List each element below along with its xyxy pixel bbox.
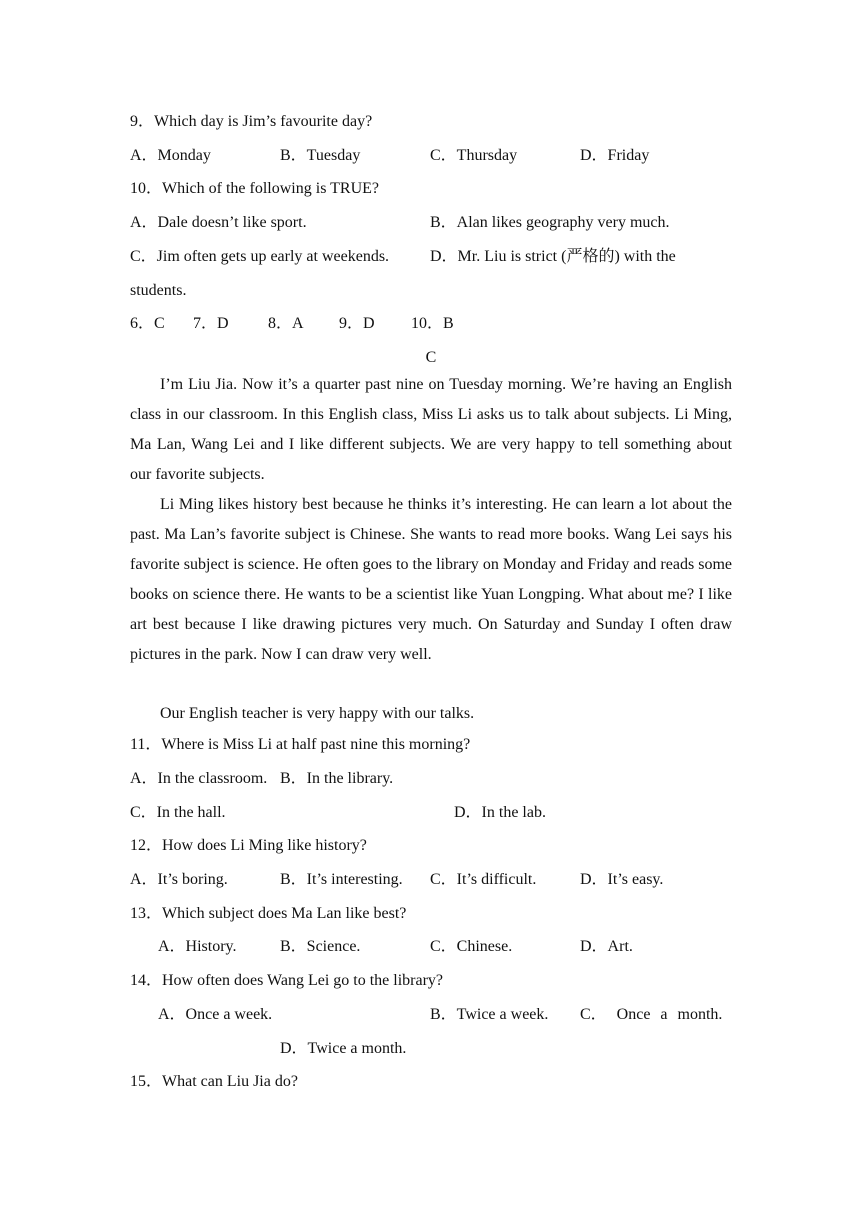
q9-option-b: B．Tuesday [280,147,361,164]
passage-paragraph-3: Our English teacher is very happy with our talks. [160,705,475,722]
q12-option-d: D．It’s easy. [580,871,664,888]
q9-option-d: D．Friday [580,147,650,164]
q12-option-b: B．It’s interesting. [280,871,403,888]
answer-6: 6．C [130,315,165,332]
question-11: 11．Where is Miss Li at half past nine this morning? [130,736,471,753]
answer-9: 9．D [339,315,375,332]
q14-option-d: D．Twice a month. [280,1040,407,1057]
question-15: 15．What can Liu Jia do? [130,1073,298,1090]
q13-option-d: D．Art. [580,938,633,955]
passage-paragraph-2: Li Ming likes history best because he thinks it’s interesting. He can learn a lot about the past. Ma Lan’s favorite subject is Chinese. She wants to read more books. Wang Lei says his favorite subject is science. He often goes to the library on Monday and Friday and reads some books on science there. He wants to be a scientist like Yuan Longping. What about me? I like art best because I like drawing pictures very much. On Saturday and Sunday I often draw pictures in the park. Now I can draw very well. [130,496,732,663]
answer-10: 10．B [411,315,454,332]
question-10: 10．Which of the following is TRUE? [130,180,380,197]
section-heading: C [425,349,437,366]
q13-option-c: C．Chinese. [430,938,513,955]
q9-option-c: C．Thursday [430,147,518,164]
q14-option-c: C． Once a month. [580,1006,723,1023]
q10-option-b: B．Alan likes geography very much. [430,214,670,231]
question-9: 9．Which day is Jim’s favourite day? [130,113,373,130]
passage-paragraph-1: I’m Liu Jia. Now it’s a quarter past nine on Tuesday morning. We’re having an English class in our classroom. In this English class, Miss Li asks us to talk about subjects. Li Ming, Ma Lan, Wang Lei and I like different subjects. We are very happy to tell something about our favorite subjects. [130,376,732,483]
q11-option-c: C．In the hall. [130,804,226,821]
q10-option-a: A．Dale doesn’t like sport. [130,214,307,231]
q11-option-b: B．In the library. [280,770,394,787]
q14-option-b: B．Twice a week. [430,1006,549,1023]
answer-8: 8．A [268,315,304,332]
q11-option-a: A．In the classroom. [130,770,268,787]
answer-7: 7．D [193,315,229,332]
q13-option-a: A．History. [158,938,237,955]
q12-option-a: A．It’s boring. [130,871,228,888]
question-12: 12．How does Li Ming like history? [130,837,367,854]
q12-option-c: C．It’s difficult. [430,871,537,888]
q9-option-a: A．Monday [130,147,211,164]
q10-option-d: D．Mr. Liu is strict (严格的) with the [430,248,676,265]
q10-option-c: C．Jim often gets up early at weekends. [130,248,390,265]
q13-option-b: B．Science. [280,938,361,955]
q10-option-d-wrap: students. [130,282,187,299]
question-13: 13．Which subject does Ma Lan like best? [130,905,407,922]
q14-option-a: A．Once a week. [158,1006,273,1023]
question-14: 14．How often does Wang Lei go to the library? [130,972,444,989]
q11-option-d: D．In the lab. [454,804,546,821]
